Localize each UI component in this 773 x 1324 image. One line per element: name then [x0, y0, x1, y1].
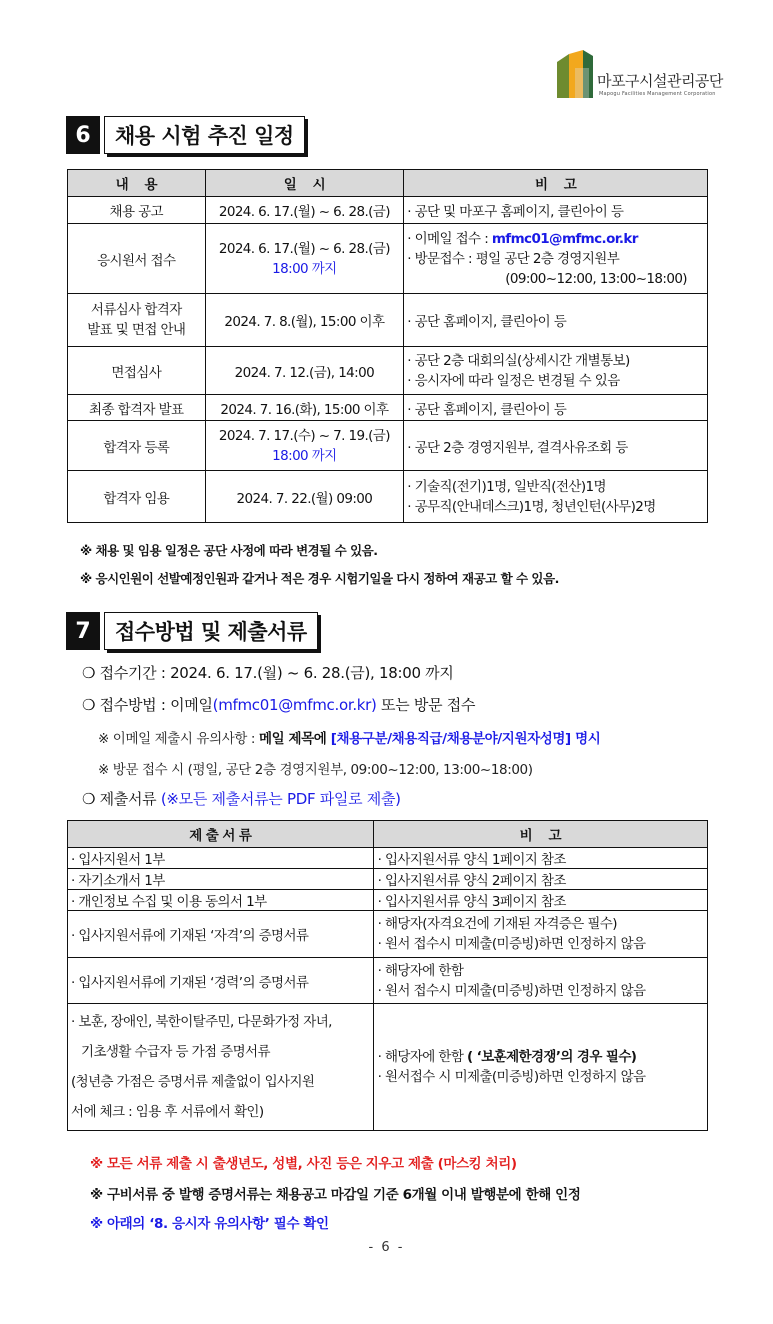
doc-cell: · 입사지원서 1부: [68, 848, 374, 869]
row-item: 응시원서 접수: [68, 224, 206, 294]
row-item: 합격자 임용: [68, 471, 206, 523]
doc-note: [373, 958, 707, 1004]
doc-cell: [68, 1004, 374, 1131]
section-7-heading: [66, 612, 318, 650]
row-date: [205, 421, 404, 471]
row-item-line: 서류심사 합격자: [90, 302, 182, 318]
row-date: 2024. 7. 16.(화), 15:00 이후: [205, 395, 404, 421]
section-7-title: 접수방법 및 제출서류: [104, 612, 318, 650]
org-name-en: Mapogu Facilities Management Corporation: [599, 91, 716, 97]
col-header-document: 제 출 서 류: [68, 821, 374, 848]
table-row: [68, 911, 708, 958]
row-note-text: · 이메일 접수 :: [407, 230, 492, 247]
doc-cell: · 입사지원서류에 기재된 ‘자격’의 증명서류: [68, 911, 374, 958]
row-date: 2024. 7. 8.(월), 15:00 이후: [205, 294, 404, 347]
row-note: [404, 224, 708, 294]
row-note-line: · 공단 2층 대회의실(상세시간 개별통보): [407, 352, 630, 369]
row-date-deadline: 18:00 까지: [272, 260, 337, 277]
documents-table: [67, 820, 708, 1131]
row-note-line: · 응시자에 따라 일정은 변경될 수 있음: [407, 372, 620, 389]
row-note: · 공단 2층 경영지원부, 결격사유조회 등: [404, 421, 708, 471]
doc-note-bold: ( ‘보훈제한경쟁’의 경우 필수): [467, 1049, 637, 1065]
row-note: · 공단 및 마포구 홈페이지, 클린아이 등: [404, 197, 708, 224]
section-6-title: 채용 시험 추진 일정: [104, 116, 305, 154]
section-6-number: 6: [66, 116, 100, 154]
row-item-line: 발표 및 면접 안내: [87, 322, 186, 338]
doc-note: · 입사지원서류 양식 1페이지 참조: [373, 848, 707, 869]
section-6-heading: [66, 116, 305, 154]
schedule-note: ※ 응시인원이 선발예정인원과 같거나 적은 경우 시험기일을 다시 정하여 재공고 할 수 있음.: [80, 571, 559, 586]
email-address: mfmc01@mfmc.or.kr: [491, 230, 638, 247]
row-note: · 공단 홈페이지, 클린아이 등: [404, 294, 708, 347]
doc-note-line: · 원서 접수시 미제출(미증빙)하면 인정하지 않음: [377, 982, 646, 999]
col-header-note: 비 고: [404, 170, 708, 197]
doc-note: · 입사지원서류 양식 2페이지 참조: [373, 869, 707, 890]
doc-cell: · 입사지원서류에 기재된 ‘경력’의 증명서류: [68, 958, 374, 1004]
schedule-note: ※ 채용 및 임용 일정은 공단 사정에 따라 변경될 수 있음.: [80, 543, 378, 558]
table-row: [68, 958, 708, 1004]
doc-note-line: [378, 1047, 707, 1067]
table-row: [68, 471, 708, 523]
table-row: [68, 395, 708, 421]
doc-line: 기초생활 수급자 등 가점 증명서류: [81, 1044, 270, 1060]
section-7-number: 7: [66, 612, 100, 650]
caution-prefix: ※ 이메일 제출시 유의사항 :: [98, 731, 259, 747]
doc-line: (청년층 가점은 증명서류 제출없이 입사지원: [71, 1074, 315, 1090]
org-name: 마포구시설관리공단: [597, 72, 723, 90]
row-note: [404, 471, 708, 523]
application-period: ❍ 접수기간 : 2024. 6. 17.(월) ~ 6. 28.(금), 18:00 까지: [82, 664, 454, 682]
caution-bold: 메일 제목에: [258, 731, 331, 747]
masking-notice: ※ 모든 서류 제출 시 출생년도, 성별, 사진 등은 지우고 제출 (마스킹 처리): [90, 1156, 517, 1172]
row-date: 2024. 7. 22.(월) 09:00: [205, 471, 404, 523]
table-row: [68, 869, 708, 890]
email-caution: [98, 727, 600, 747]
reference-notice: ※ 아래의 ‘8. 응시자 유의사항’ 필수 확인: [90, 1216, 329, 1232]
doc-note: [373, 911, 707, 958]
row-item: 면접심사: [68, 347, 206, 395]
doc-note: · 입사지원서류 양식 3페이지 참조: [373, 890, 707, 911]
validity-notice: ※ 구비서류 중 발행 증명서류는 채용공고 마감일 기준 6개월 이내 발행분에 한해 인정: [90, 1187, 581, 1203]
row-date-deadline: 18:00 까지: [272, 447, 337, 464]
method-prefix: ❍ 접수방법 : 이메일: [82, 696, 213, 714]
doc-note: [373, 1004, 707, 1131]
table-row: [68, 224, 708, 294]
doc-cell: · 개인정보 수집 및 이용 동의서 1부: [68, 890, 374, 911]
documents-heading: [82, 788, 401, 809]
row-note-line: · 공무직(안내데스크)1명, 청년인턴(사무)2명: [407, 498, 656, 515]
table-row: [68, 421, 708, 471]
table-row: [68, 197, 708, 224]
table-row: [68, 294, 708, 347]
doc-line: 서에 체크 : 임용 후 서류에서 확인): [71, 1104, 264, 1120]
doc-note-line: · 원서 접수시 미제출(미증빙)하면 인정하지 않음: [377, 936, 646, 952]
visit-note: ※ 방문 접수 시 (평일, 공단 2층 경영지원부, 09:00~12:00, 13:00~18:00): [98, 762, 533, 778]
doc-note-line: · 해당자(자격요건에 기재된 자격증은 필수): [377, 916, 617, 932]
doc-note-line: · 해당자에 한함: [377, 962, 464, 979]
table-row: [68, 1004, 708, 1131]
row-date: [205, 224, 404, 294]
row-note-line: [407, 229, 707, 249]
row-date: 2024. 7. 12.(금), 14:00: [205, 347, 404, 395]
doc-note-text: · 해당자에 한함: [377, 1049, 468, 1065]
method-email: (mfmc01@mfmc.or.kr): [212, 696, 377, 714]
schedule-table: [67, 169, 708, 523]
col-header-item: 내 용: [68, 170, 206, 197]
row-item: 합격자 등록: [68, 421, 206, 471]
doc-line: · 보훈, 장애인, 북한이탈주민, 다문화가정 자녀,: [71, 1014, 332, 1030]
row-item: 최종 합격자 발표: [68, 395, 206, 421]
method-suffix: 또는 방문 접수: [376, 696, 476, 714]
row-item: [68, 294, 206, 347]
row-item: 채용 공고: [68, 197, 206, 224]
row-note-line: · 방문접수 : 평일 공단 2층 경영지원부: [407, 250, 620, 267]
docs-pdf-note: (※모든 제출서류는 PDF 파일로 제출): [160, 790, 401, 808]
row-date-line: 2024. 6. 17.(월) ~ 6. 28.(금): [218, 240, 390, 257]
doc-cell: · 자기소개서 1부: [68, 869, 374, 890]
doc-note-line: · 원서접수 시 미제출(미증빙)하면 인정하지 않음: [377, 1069, 646, 1085]
row-note: [404, 347, 708, 395]
col-header-remark: 비 고: [373, 821, 707, 848]
row-note-line: (09:00~12:00, 13:00~18:00): [505, 270, 687, 287]
page-number: - 6 -: [368, 1240, 405, 1255]
table-row: [68, 347, 708, 395]
col-header-date: 일 시: [205, 170, 404, 197]
table-row: [68, 890, 708, 911]
row-note-line: · 기술직(전기)1명, 일반직(전산)1명: [407, 478, 606, 495]
docs-title: ❍ 제출서류: [82, 790, 161, 808]
row-date-line: 2024. 7. 17.(수) ~ 7. 19.(금): [218, 427, 390, 444]
table-row: [68, 848, 708, 869]
caution-subject-format: [채용구분/채용직급/채용분야/지원자성명] 명시: [330, 731, 601, 747]
application-method: [82, 694, 475, 715]
row-note: · 공단 홈페이지, 클린아이 등: [404, 395, 708, 421]
row-date: 2024. 6. 17.(월) ~ 6. 28.(금): [205, 197, 404, 224]
